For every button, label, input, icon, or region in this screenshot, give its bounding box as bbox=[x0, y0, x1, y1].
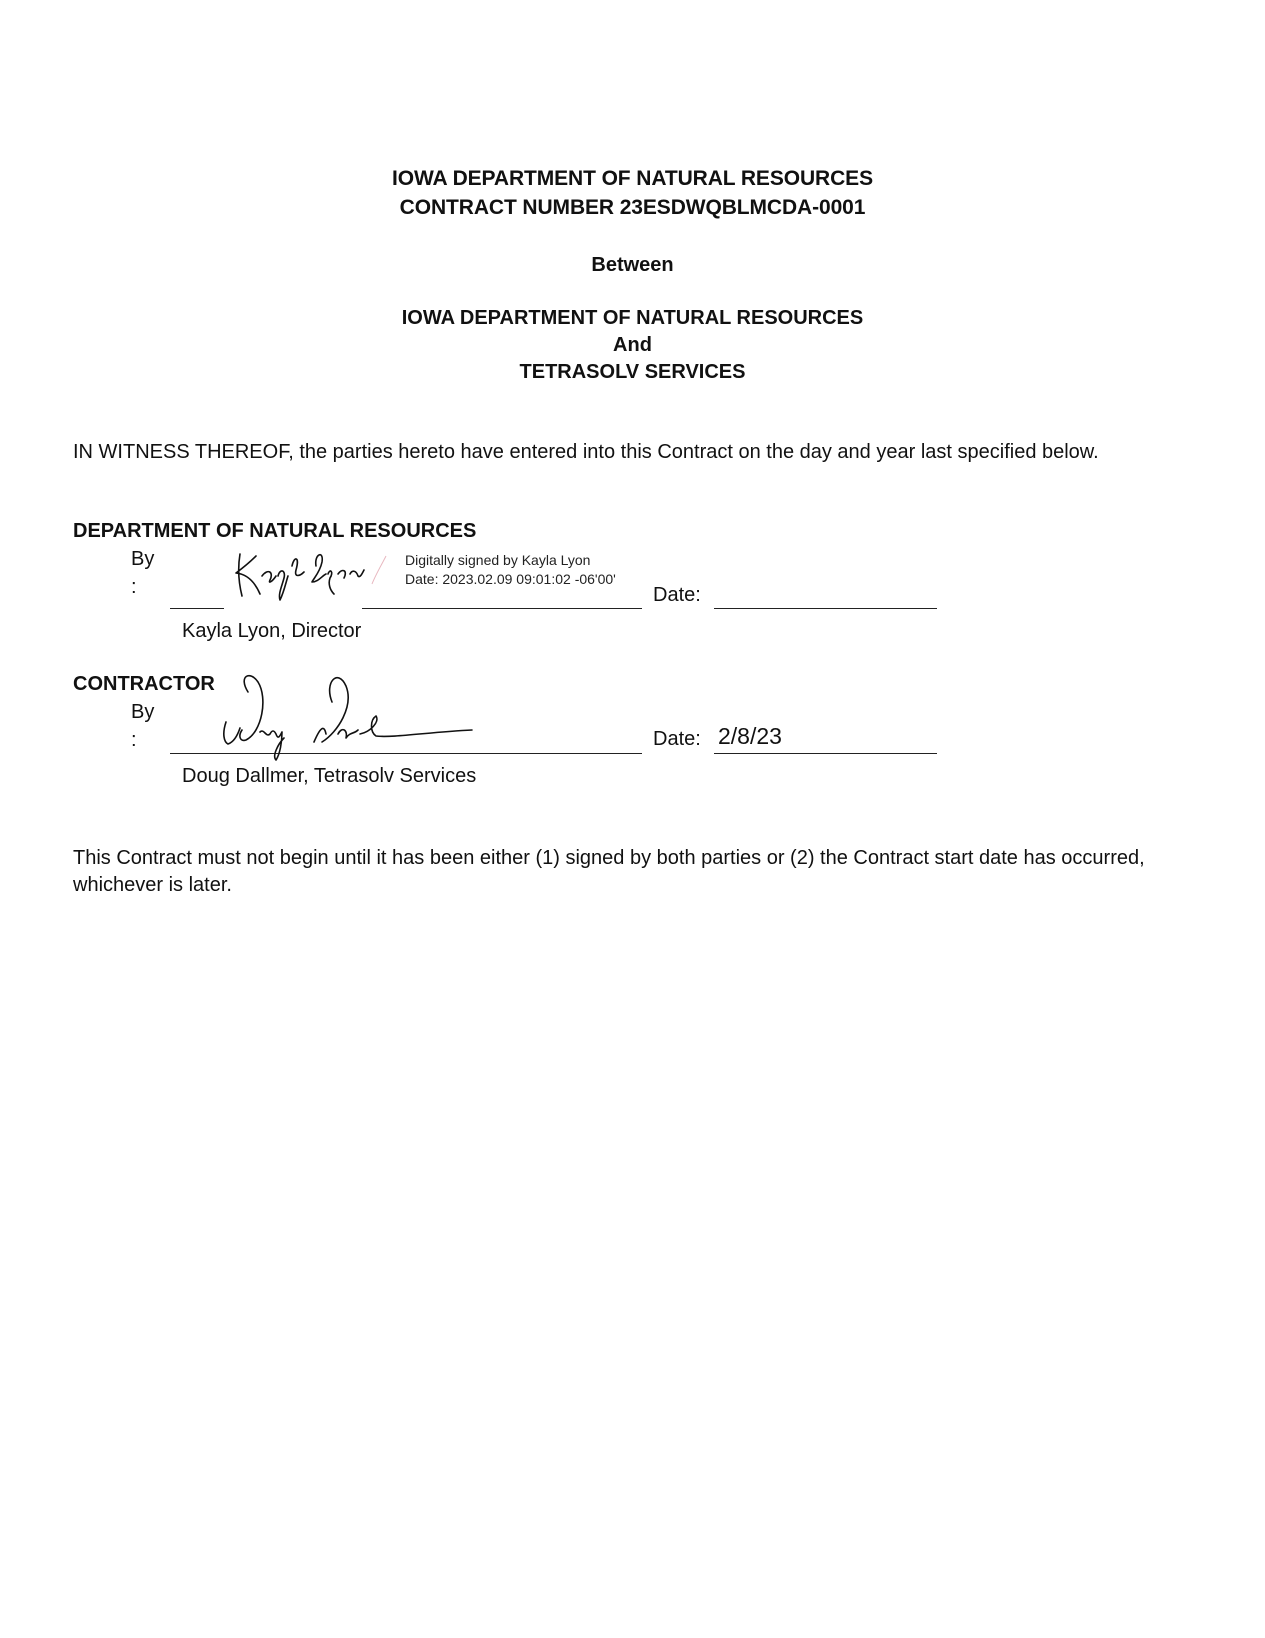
and-label: And bbox=[613, 334, 652, 356]
digital-signature-line-two: Date: 2023.02.09 09:01:02 -06'00' bbox=[405, 571, 616, 587]
party-two: TETRASOLV SERVICES bbox=[519, 361, 746, 383]
contractor-signature-image bbox=[220, 672, 480, 762]
contract-number: CONTRACT NUMBER 23ESDWQBLMCDA-0001 bbox=[399, 196, 866, 219]
contractor-date-label: Date: bbox=[653, 728, 701, 750]
department-heading: DEPARTMENT OF NATURAL RESOURCES bbox=[73, 520, 477, 542]
department-signature-line-left bbox=[170, 608, 224, 609]
digital-signature-line-one: Digitally signed by Kayla Lyon bbox=[405, 552, 591, 568]
department-signature-line-right bbox=[362, 608, 642, 609]
contractor-heading: CONTRACTOR bbox=[73, 673, 215, 695]
contractor-date-value: 2/8/23 bbox=[718, 723, 782, 749]
contractor-by-colon: : bbox=[131, 729, 137, 751]
party-one: IOWA DEPARTMENT OF NATURAL RESOURCES bbox=[401, 307, 864, 329]
start-condition-line-two: whichever is later. bbox=[73, 874, 232, 896]
agency-title: IOWA DEPARTMENT OF NATURAL RESOURCES bbox=[392, 167, 873, 190]
contractor-by-label: By bbox=[131, 701, 155, 723]
contractor-date-line bbox=[714, 753, 937, 754]
department-signature-image bbox=[226, 546, 366, 606]
department-by-colon: : bbox=[131, 576, 137, 598]
department-date-label: Date: bbox=[653, 584, 701, 606]
start-condition-line-one: This Contract must not begin until it has been either (1) signed by both parties or (2) the Contract start date has occurred, bbox=[73, 847, 1145, 869]
department-by-label: By bbox=[131, 548, 155, 570]
department-signer-name: Kayla Lyon, Director bbox=[182, 620, 362, 642]
witness-paragraph: IN WITNESS THEREOF, the parties hereto have entered into this Contract on the day and year last specified below. bbox=[73, 441, 1099, 463]
between-label: Between bbox=[591, 254, 674, 276]
contractor-signer-name: Doug Dallmer, Tetrasolv Services bbox=[182, 765, 477, 787]
department-date-line bbox=[714, 608, 937, 609]
